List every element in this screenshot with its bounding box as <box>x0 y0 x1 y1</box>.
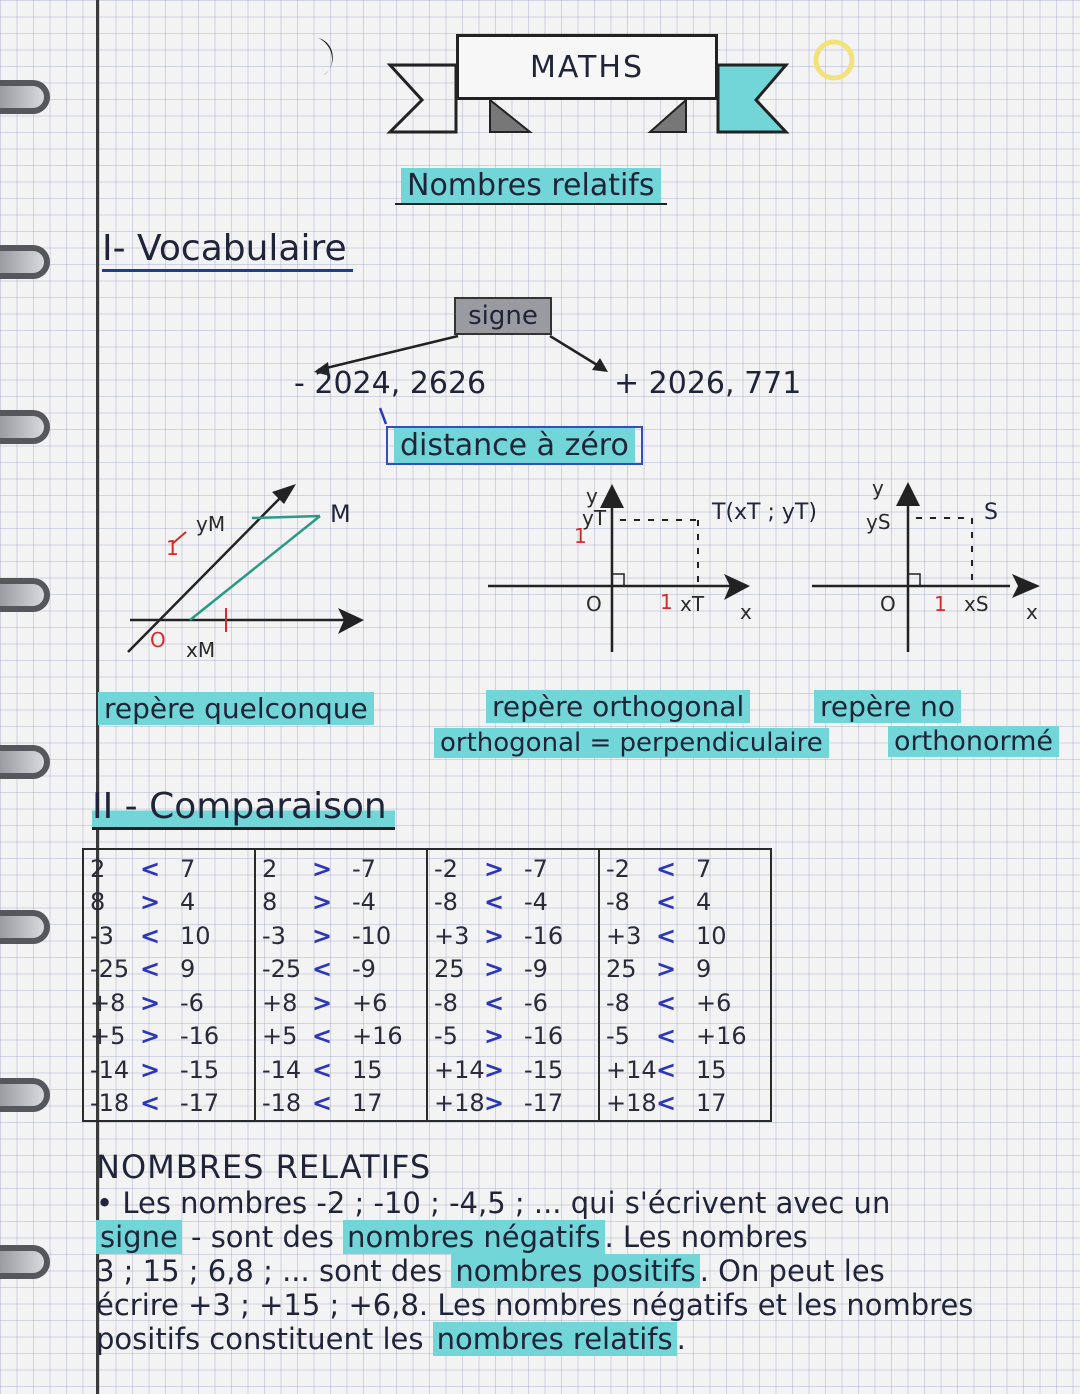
comparison-row: -8 < +6 <box>606 988 732 1017</box>
label-repere-orthonorme: repère no <box>814 690 961 723</box>
label-y-axis-S: y <box>872 476 884 500</box>
paragraph-line: signe - sont des nombres négatifs . Les nombres <box>96 1220 1071 1254</box>
label-point-T: T(xT ; yT) <box>712 500 817 525</box>
comparison-row: 25 > 9 <box>606 955 712 984</box>
label-unit-x-T: 1 <box>660 590 673 614</box>
comparison-column <box>599 849 771 1121</box>
binder-ring <box>0 245 50 279</box>
binder-ring <box>0 80 50 114</box>
page-subtitle: Nombres relatifs <box>395 168 667 205</box>
comparison-row: -8 < -4 <box>434 888 548 917</box>
binder-ring <box>0 1078 50 1112</box>
paragraph-line: écrire +3 ; +15 ; +6,8. Les nombres négatifs et les nombres <box>96 1288 974 1322</box>
comparison-row: -8 < 4 <box>606 888 712 917</box>
comparison-table <box>82 848 772 1122</box>
page-title: MATHS <box>456 34 718 100</box>
section-title-vocabulaire: I- Vocabulaire <box>102 228 353 272</box>
comparison-row: -8 < -6 <box>434 988 548 1017</box>
comparison-row: +8 > -6 <box>90 988 204 1017</box>
comparison-row: 8 > 4 <box>90 888 196 917</box>
label-origin-S: O <box>880 592 896 616</box>
binder-ring <box>0 578 50 612</box>
label-point-S: S <box>984 500 998 525</box>
example-negative: - 2024, 2626 <box>294 366 487 401</box>
label-unit: 1 <box>166 536 179 560</box>
comparison-row: +8 > +6 <box>262 988 388 1017</box>
paragraph-line: positifs constituent les nombres relatifs . <box>96 1322 686 1356</box>
comparison-column <box>427 849 599 1121</box>
comparison-row: -2 > -7 <box>434 854 548 883</box>
spiral-binding <box>0 0 60 1394</box>
moon-icon <box>318 38 333 76</box>
label-origin: O <box>150 628 166 652</box>
section-title-comparaison: II - Comparaison <box>92 786 395 830</box>
comparison-row: +14 > -15 <box>434 1055 564 1084</box>
bullet-icon: • <box>96 1186 123 1220</box>
comparison-row: -2 < 7 <box>606 854 712 883</box>
repere-orthonorme-diagram <box>800 470 1060 660</box>
comparison-row: -25 < -9 <box>262 955 376 984</box>
comparison-row: -18 < 17 <box>262 1089 383 1118</box>
label-unit-S: 1 <box>934 592 947 616</box>
label-x-axis-S: x <box>1026 600 1038 624</box>
label-origin-T: O <box>586 592 602 616</box>
comparison-row: -14 < 15 <box>262 1055 383 1084</box>
comparison-row: -5 > -16 <box>434 1022 564 1051</box>
binder-ring <box>0 745 50 779</box>
label-y-axis: y <box>586 484 598 508</box>
label-orthogonal-def: orthogonal = perpendiculaire <box>434 728 829 758</box>
comparison-row: -18 < -17 <box>90 1089 220 1118</box>
signe-label: signe <box>454 297 552 335</box>
label-xS: xS <box>964 592 989 616</box>
comparison-row: +5 < +16 <box>262 1022 403 1051</box>
distance-a-zero-label: distance à zéro <box>386 426 643 465</box>
label-xT: xT <box>680 592 705 616</box>
comparison-row: -14 > -15 <box>90 1055 220 1084</box>
definition-paragraph <box>96 1186 1071 1356</box>
example-positive: + 2026, 771 <box>614 366 802 401</box>
label-repere-orthogonal: repère orthogonal <box>486 690 750 723</box>
section-title-nombres-relatifs: NOMBRES RELATIFS <box>96 1148 432 1186</box>
comparison-row: +3 < 10 <box>606 921 727 950</box>
label-orthonorme: orthonormé <box>888 726 1059 757</box>
binder-ring <box>0 410 50 444</box>
comparison-row: +5 > -16 <box>90 1022 220 1051</box>
comparison-row: 25 > -9 <box>434 955 548 984</box>
paragraph-line: • Les nombres -2 ; -10 ; -4,5 ; ... qui s'écrivent avec un <box>96 1186 891 1220</box>
label-x-axis: x <box>740 600 752 624</box>
label-xM: xM <box>186 638 216 662</box>
comparison-column <box>255 849 427 1121</box>
binder-ring <box>0 1245 50 1279</box>
binder-ring <box>0 910 50 944</box>
comparison-row: +18 > -17 <box>434 1089 564 1118</box>
comparison-row: -5 < +16 <box>606 1022 747 1051</box>
label-unit-y-T: 1 <box>574 524 587 548</box>
label-yT: yT <box>582 506 607 530</box>
comparison-column <box>83 849 255 1121</box>
comparison-row: -25 < 9 <box>90 955 196 984</box>
comparison-row: -3 > -10 <box>262 921 392 950</box>
comparison-row: 2 < 7 <box>90 854 196 883</box>
label-repere-quelconque: repère quelconque <box>98 692 374 725</box>
label-point-M: M <box>330 500 351 528</box>
comparison-row: +18 < 17 <box>606 1089 727 1118</box>
comparison-row: +3 > -16 <box>434 921 564 950</box>
paragraph-line: 3 ; 15 ; 6,8 ; ... sont des nombres positifs . On peut les <box>96 1254 885 1288</box>
comparison-row: 2 > -7 <box>262 854 376 883</box>
comparison-row: +14 < 15 <box>606 1055 727 1084</box>
comparison-row: -3 < 10 <box>90 921 211 950</box>
comparison-row: 8 > -4 <box>262 888 376 917</box>
label-yS: yS <box>866 510 891 534</box>
label-yM: yM <box>196 512 226 536</box>
